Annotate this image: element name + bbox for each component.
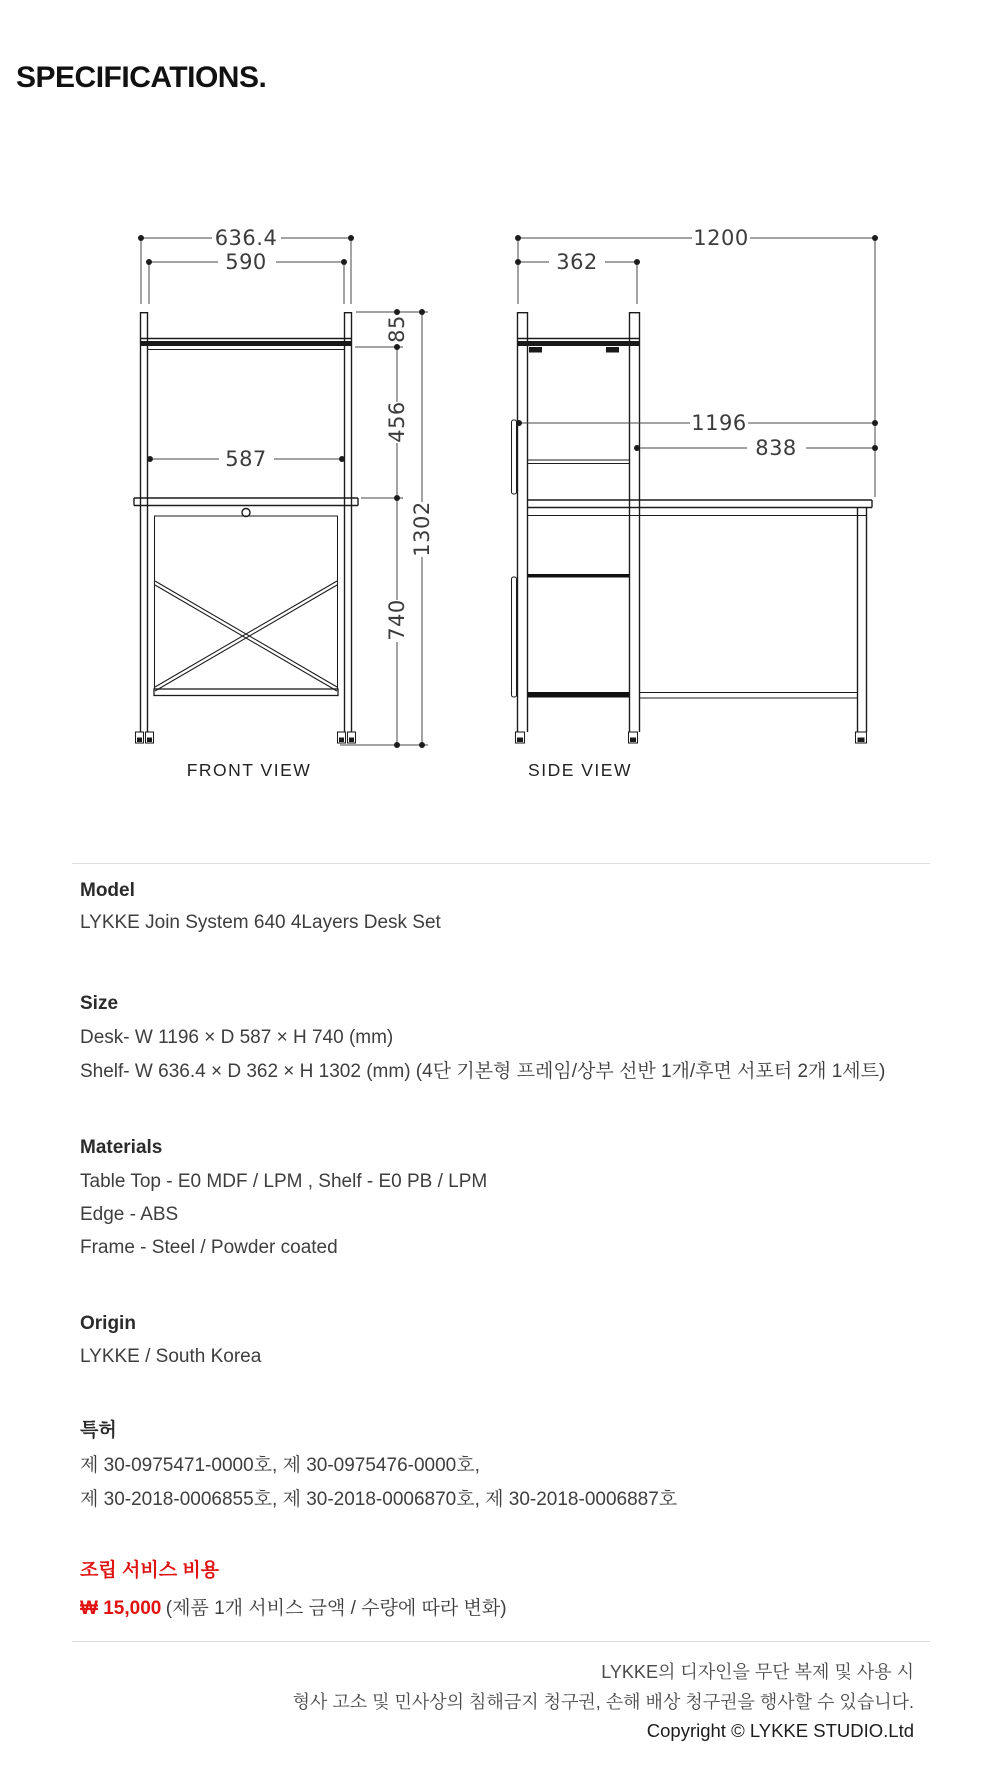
footer-line-1: LYKKE의 디자인을 무단 복제 및 사용 시 (601, 1662, 914, 1682)
dim-front-overall-width: 636.4 (214, 226, 278, 250)
size-desk-line: Desk- W 1196 × D 587 × H 740 (mm) (80, 1027, 394, 1048)
divider-top (72, 863, 930, 864)
front-view-label: FRONT VIEW (186, 760, 312, 780)
dim-front-top-offset: 85 (385, 315, 409, 343)
materials-heading: Materials (80, 1137, 163, 1158)
side-view-label: SIDE VIEW (528, 760, 632, 780)
technical-drawing (0, 195, 1000, 795)
side-view-drawing (512, 226, 879, 780)
materials-edge-line: Edge - ABS (80, 1204, 179, 1225)
screw-hole (242, 509, 250, 517)
front-view-drawing (134, 226, 434, 780)
dim-front-total-height: 1302 (410, 501, 434, 557)
model-heading: Model (80, 880, 135, 901)
dim-front-desk-depth: 587 (225, 447, 267, 471)
dim-side-overall-depth: 1200 (693, 226, 749, 250)
assembly-price-line (80, 1599, 507, 1618)
dim-front-desk-height: 740 (385, 599, 409, 641)
patent-line-1: 제 30-0975471-0000호, 제 30-0975476-0000호, (80, 1455, 480, 1476)
rear-supporter-lower (512, 577, 517, 697)
footer-copyright: Copyright © LYKKE STUDIO.Ltd (646, 1720, 914, 1741)
patent-line-2: 제 30-2018-0006855호, 제 30-2018-0006870호, 제 30-2018-0006887호 (80, 1489, 678, 1510)
dim-side-exposed-desk: 838 (755, 436, 797, 460)
dim-front-upper-clearance: 456 (385, 401, 409, 443)
page-title: SPECIFICATIONS. (16, 61, 267, 94)
rear-supporter-upper (512, 420, 517, 494)
assembly-heading: 조립 서비스 비용 (80, 1560, 220, 1581)
patent-heading: 특허 (80, 1420, 117, 1441)
model-value: LYKKE Join System 640 4Layers Desk Set (80, 912, 441, 933)
size-shelf-line: Shelf- W 636.4 × D 362 × H 1302 (mm) (4단 기본형 프레임/상부 선반 1개/후면 서포터 2개 1세트) (80, 1061, 886, 1082)
divider-bottom (72, 1641, 930, 1642)
dim-side-desk-width: 1196 (691, 411, 747, 435)
dim-front-inner-width: 590 (225, 250, 267, 274)
size-heading: Size (80, 993, 119, 1014)
origin-value: LYKKE / South Korea (80, 1346, 262, 1367)
origin-heading: Origin (80, 1313, 136, 1334)
assembly-price: ₩ 15,000 (80, 1598, 162, 1619)
footer-line-2: 형사 고소 및 민사상의 침해금지 청구권, 손해 배상 청구권을 행사할 수 있습니다. (292, 1692, 914, 1712)
dim-side-shelf-depth: 362 (556, 250, 598, 274)
materials-tabletop-line: Table Top - E0 MDF / LPM , Shelf - E0 PB / LPM (80, 1171, 488, 1192)
assembly-note: (제품 1개 서비스 금액 / 수량에 따라 변화) (165, 1598, 507, 1619)
materials-frame-line: Frame - Steel / Powder coated (80, 1237, 338, 1258)
